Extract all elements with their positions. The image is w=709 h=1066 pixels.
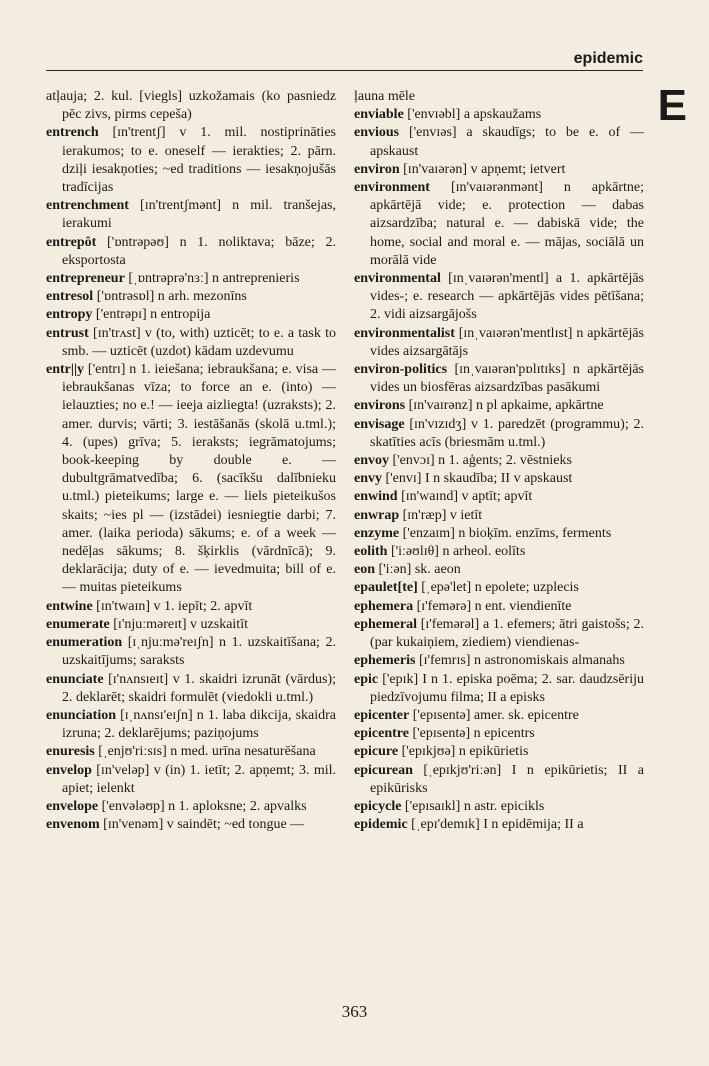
entry-definition: [ɪn'trentʃmənt] n mil. tranšejas, ierakumi: [62, 198, 340, 232]
entry-headword: entrench: [46, 125, 99, 141]
entry-headword: enumerate: [46, 616, 110, 632]
entry-headword: envisage: [354, 416, 405, 432]
entry-headword: entresol: [46, 289, 94, 305]
entry-definition: [ɪn'twaɪn] v 1. iepīt; 2. apvīt: [92, 598, 253, 614]
entry-definition: ['enzaɪm] n bioķīm. enzīms, ferments: [399, 525, 612, 541]
dictionary-entry: [354, 88, 644, 106]
right-column: [354, 88, 648, 834]
page-number: 363: [341, 1002, 368, 1021]
entry-headword: epidemic: [354, 817, 408, 833]
dictionary-entry: [354, 416, 648, 452]
entry-headword: envious: [354, 125, 400, 141]
entry-definition: [ɪnˌvaɪərən'mentlɪst] n apkārtējās vides aizsargātājs: [370, 325, 648, 359]
dictionary-entry: [46, 816, 336, 834]
entry-definition: [ˌepə'let] n epolete; uzplecis: [417, 580, 579, 596]
dictionary-entry: [354, 671, 648, 707]
dictionary-entry: [354, 707, 644, 725]
entry-definition: [ɪn'vaɪərən] v apņemt; ietvert: [399, 161, 566, 177]
dictionary-entry: [46, 798, 336, 816]
entry-definition: [ɪn'vaɪərənmənt] n apkārtne; apkārtējā vide; e. protection — dabas aizsardzība; natural e. — dabiskā vide; the home, social and moral e. — mājas, sociālā un morālā vide: [370, 180, 648, 268]
entry-definition: [ɪn'venəm] v saindēt; ~ed tongue —: [99, 817, 305, 833]
entry-definition: [ˌepɪkjʊ'riːən] I n epikūrietis; II a epikūrisks: [370, 762, 648, 796]
entry-definition: [ɪnˌvaɪərən'pɒlɪtɪks] n apkārtējās vides un biosfēras aizsardzības pasākumi: [370, 362, 648, 396]
entry-definition: [ɪn'trentʃ] v 1. mil. nostiprināties ierakumos; to e. oneself — ierakties; 2. pārn. dziļi iesakņoties; ~ed traditions — iesakņojušās tradīcijas: [62, 125, 340, 196]
entry-definition: [ˌepɪ'demɪk] I n epidēmija; II a: [407, 817, 584, 833]
entry-headword: enuresis: [46, 744, 95, 760]
dictionary-entry: [46, 325, 340, 361]
entry-definition: [ɪ'njuːməreɪt] v uzskaitīt: [109, 616, 248, 632]
dictionary-entry: [46, 707, 340, 743]
dictionary-entry: [354, 161, 644, 179]
dictionary-entry: [354, 270, 648, 325]
entry-headword: environment: [354, 180, 430, 196]
dictionary-entry: [46, 270, 336, 288]
entry-headword: entrepreneur: [46, 271, 125, 287]
entry-definition: ['envɔɪ] n 1. aģents; 2. vēstnieks: [389, 453, 572, 469]
entry-headword: envenom: [46, 817, 100, 833]
entry-headword: epicure: [354, 744, 399, 760]
entry-definition: [ɪnˌvaɪərən'mentl] a 1. apkārtējās vides-; e. research — apkārtējās vides pētīšana; 2. vidi aizsargājošs: [370, 271, 648, 323]
entry-headword: epaulet[te]: [354, 580, 418, 596]
entry-definition: ['ɒntrəpəʊ] n 1. noliktava; bāze; 2. eksportosta: [62, 234, 340, 268]
entry-headword: enunciation: [46, 707, 117, 723]
header-rule: [46, 70, 643, 71]
dictionary-entry: [46, 197, 340, 233]
entry-headword: envelop: [46, 762, 92, 778]
entry-definition: ['iːəʊlɪθ] n arheol. eolīts: [387, 544, 526, 560]
entry-headword: envy: [354, 471, 382, 487]
entry-headword: enwind: [354, 489, 398, 505]
entry-definition: ['envɪəbl] a apskaužams: [403, 107, 542, 123]
entry-definition: ['iːən] sk. aeon: [375, 562, 461, 578]
entry-definition: [ɪn'ræp] v ietīt: [399, 507, 483, 523]
entry-definition: ['envələʊp] n 1. aploksne; 2. apvalks: [98, 798, 307, 814]
entry-headword: epicenter: [354, 707, 410, 723]
dictionary-entry: [354, 488, 644, 506]
entry-headword: environ: [354, 161, 400, 177]
dictionary-entry: [46, 634, 340, 670]
entry-definition: ['epɪsentə] n epicentrs: [408, 726, 535, 742]
dictionary-entry: [46, 234, 340, 270]
entry-definition: ['envɪəs] a skaudīgs; to be e. of — apskaust: [370, 125, 648, 159]
entry-headword: enzyme: [354, 525, 400, 541]
dictionary-entry: [46, 361, 340, 598]
dictionary-entry: [46, 671, 340, 707]
entry-definition: ['epɪk] I n 1. episka poēma; 2. sar. daudzsēriju piedzīvojumu filma; II a episks: [370, 671, 648, 705]
dictionary-entry: [354, 397, 644, 415]
entry-headword: eon: [354, 562, 375, 578]
dictionary-entry: [354, 652, 644, 670]
dictionary-entry: [354, 106, 644, 124]
dictionary-entry: [46, 762, 340, 798]
entry-headword: ephemera: [354, 598, 414, 614]
entry-definition: ['epɪsaɪkl] n astr. epicikls: [401, 798, 545, 814]
entry-headword: environ-politics: [354, 362, 448, 378]
dictionary-entry: [354, 124, 648, 160]
dictionary-entry: [354, 598, 644, 616]
entry-headword: entwine: [46, 598, 93, 614]
entry-definition: [ɪn'veləp] v (in) 1. ietīt; 2. apņemt; 3. mil. apiet; ielenkt: [62, 762, 340, 796]
entry-definition: atļauja; 2. kul. [viegls] uzkožamais (ko pasniedz pēc zivs, pirms cepeša): [46, 89, 340, 123]
entry-headword: enunciate: [46, 671, 104, 687]
entry-headword: enviable: [354, 107, 404, 123]
dictionary-entry: [46, 88, 340, 124]
dictionary-entry: [46, 743, 336, 761]
entry-headword: epicycle: [354, 798, 402, 814]
entry-headword: epic: [354, 671, 379, 687]
entry-headword: epicurean: [354, 762, 413, 778]
dictionary-entry: [354, 452, 644, 470]
dictionary-entry: [354, 816, 644, 834]
entry-definition: ļauna mēle: [354, 89, 416, 104]
dictionary-entry: [354, 179, 648, 270]
dictionary-entry: [46, 124, 340, 197]
dictionary-entry: [354, 725, 644, 743]
entry-definition: ['ɒntrəsɒl] n arh. mezonīns: [93, 289, 247, 305]
dictionary-entry: [354, 616, 648, 652]
section-letter-tab: E: [657, 81, 687, 130]
entry-definition: ['entrəpɪ] n entropija: [92, 307, 211, 323]
entry-definition: [ɪ'femərəl] a 1. efemers; ātri gaistošs; 2. (par kukaiņiem, ziediem) viendienas-: [370, 616, 648, 651]
dictionary-entry: [354, 507, 644, 525]
dictionary-entry: [46, 288, 336, 306]
entry-headword: enumeration: [46, 635, 123, 651]
left-column: [46, 88, 340, 834]
entry-definition: [ɪ'nʌnsɪeɪt] v 1. skaidri izrunāt (vārdus); 2. deklarēt; skaidri formulēt (viedokli u.tml.): [62, 671, 340, 705]
dictionary-entry: [354, 762, 648, 798]
entry-definition: [ɪn'vaɪrənz] n pl apkaime, apkārtne: [405, 398, 604, 414]
entry-headword: environmentalist: [354, 325, 455, 341]
entry-definition: [ɪn'trʌst] v (to, with) uzticēt; to e. a task to smb. — uzticēt (uzdot) kādam uzdevumu: [62, 325, 340, 359]
entry-definition: ['entrɪ] n 1. ieiešana; iebraukšana; e. visa — iebraukšanas vīza; to force an e. (into) — ielauzties; no e.! — ieeja aizliegta! (uzraksts); 2. amer. durvis; vārti; 3. iestāšanās (skolā u.tml.); 4. (upes) grīva; 5. ieraksts; iegrāmatojums; book-keeping by double e. — dubultgrāmatvedība; 6. (sacīkšu dalībnieku u.tml.) pieteikums; large e. — liels pieteikušos skaits; ~ies pl — (izstādei) iesniegtie darbi; 7. amer. (laika perioda) sākums; e. of a week — nedēļas sākums; 8. šķirklis (vārdnīcā); 9. deklarācija; duty of e. — ievedmuita; bill of e. — muitas pieteikums: [62, 362, 340, 596]
entry-headword: ephemeris: [354, 653, 416, 669]
dictionary-entry: [354, 325, 648, 361]
entry-headword: envelope: [46, 798, 99, 814]
entry-definition: [ˌɒntrəprə'nɜː] n antreprenieris: [124, 271, 300, 287]
entry-headword: environs: [354, 398, 406, 414]
running-head: epidemic: [573, 50, 643, 67]
dictionary-entry: [46, 306, 336, 324]
entry-definition: [ɪˌnjuːmə'reɪʃn] n 1. uzskaitīšana; 2. uzskaitījums; saraksts: [62, 635, 340, 669]
entry-definition: [ɪ'femrɪs] n astronomiskais almanahs: [415, 653, 625, 669]
entry-definition: ['epɪsentə] amer. sk. epicentre: [409, 707, 579, 723]
entry-definition: [ɪn'vɪzɪdʒ] v 1. paredzēt (programmu); 2. skatīties acīs (briesmām u.tml.): [370, 416, 648, 450]
dictionary-entry: [46, 616, 336, 634]
entry-definition: [ɪˌnʌnsɪ'eɪʃn] n 1. laba dikcija, skaidra izruna; 2. deklarējums; paziņojums: [62, 707, 340, 742]
dictionary-entry: [354, 361, 648, 397]
dictionary-entry: [46, 598, 336, 616]
entry-headword: entrenchment: [46, 198, 129, 214]
entry-definition: ['epɪkjʊə] n epikūrietis: [398, 744, 529, 760]
entry-definition: [ɪn'waɪnd] v aptīt; apvīt: [397, 489, 533, 505]
entry-headword: enwrap: [354, 507, 400, 523]
dictionary-entry: [354, 798, 644, 816]
entry-headword: entropy: [46, 307, 93, 323]
dictionary-entry: [354, 743, 644, 761]
entry-headword: entr||y: [46, 362, 85, 378]
entry-headword: epicentre: [354, 726, 409, 742]
dictionary-entry: [354, 561, 644, 579]
entry-definition: [ɪ'femərə] n ent. viendienīte: [413, 598, 572, 614]
dictionary-entry: [354, 543, 644, 561]
dictionary-entry: [354, 579, 644, 597]
entry-headword: environmental: [354, 271, 441, 287]
entry-definition: ['envɪ] I n skaudība; II v apskaust: [382, 471, 573, 487]
entry-headword: entrepôt: [46, 234, 97, 250]
dictionary-entry: [354, 525, 644, 543]
entry-headword: eolith: [354, 544, 388, 560]
entry-headword: envoy: [354, 453, 389, 469]
entry-headword: ephemeral: [354, 616, 417, 632]
entry-headword: entrust: [46, 325, 89, 341]
dictionary-entry: [354, 470, 644, 488]
entry-definition: [ˌenjʊ'riːsɪs] n med. urīna nesaturēšana: [94, 744, 316, 760]
